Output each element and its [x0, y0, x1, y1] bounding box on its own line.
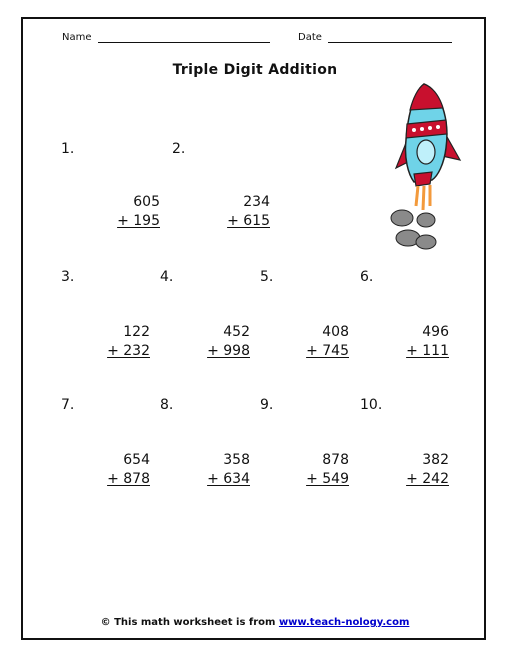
problem-number-3: 3.	[61, 269, 75, 285]
problem-10	[389, 451, 449, 489]
date-field[interactable]	[298, 32, 452, 43]
addend-bottom: + 242	[406, 471, 449, 487]
addend-top: 358	[223, 452, 250, 468]
addend-bottom: + 878	[107, 471, 150, 487]
addend-top: 382	[422, 452, 449, 468]
addend-top: 878	[322, 452, 349, 468]
rocket-icon	[380, 78, 466, 258]
footer	[0, 617, 510, 628]
problem-7	[90, 451, 150, 489]
problem-6	[389, 323, 449, 361]
problem-number-8: 8.	[160, 397, 174, 413]
addend-top: 452	[223, 324, 250, 340]
addend-bottom: + 195	[117, 213, 160, 229]
name-label: Name	[62, 32, 92, 43]
addend-top: 496	[422, 324, 449, 340]
addend-top: 408	[322, 324, 349, 340]
problem-number-2: 2.	[172, 141, 186, 157]
problem-number-10: 10.	[360, 397, 383, 413]
problem-4	[190, 323, 250, 361]
problem-5	[289, 323, 349, 361]
name-line	[98, 42, 270, 43]
addend-top: 234	[243, 194, 270, 210]
name-field[interactable]	[62, 32, 270, 43]
problem-2	[210, 193, 270, 231]
addend-bottom: + 745	[306, 343, 349, 359]
page-title: Triple Digit Addition	[172, 62, 338, 78]
addend-bottom: + 634	[207, 471, 250, 487]
date-line	[328, 42, 452, 43]
addend-bottom: + 615	[227, 213, 270, 229]
problem-number-9: 9.	[260, 397, 274, 413]
problem-number-4: 4.	[160, 269, 174, 285]
addend-top: 654	[123, 452, 150, 468]
problem-number-1: 1.	[61, 141, 75, 157]
footer-text: © This math worksheet is from	[100, 617, 279, 628]
addend-top: 122	[123, 324, 150, 340]
addend-bottom: + 549	[306, 471, 349, 487]
date-label: Date	[298, 32, 322, 43]
addend-top: 605	[133, 194, 160, 210]
problem-8	[190, 451, 250, 489]
problem-1	[100, 193, 160, 231]
addend-bottom: + 232	[107, 343, 150, 359]
footer-link[interactable]: www.teach-nology.com	[278, 617, 410, 628]
addend-bottom: + 998	[207, 343, 250, 359]
problem-3	[90, 323, 150, 361]
problem-number-7: 7.	[61, 397, 75, 413]
problem-9	[289, 451, 349, 489]
problem-number-6: 6.	[360, 269, 374, 285]
problem-number-5: 5.	[260, 269, 274, 285]
addend-bottom: + 111	[406, 343, 449, 359]
